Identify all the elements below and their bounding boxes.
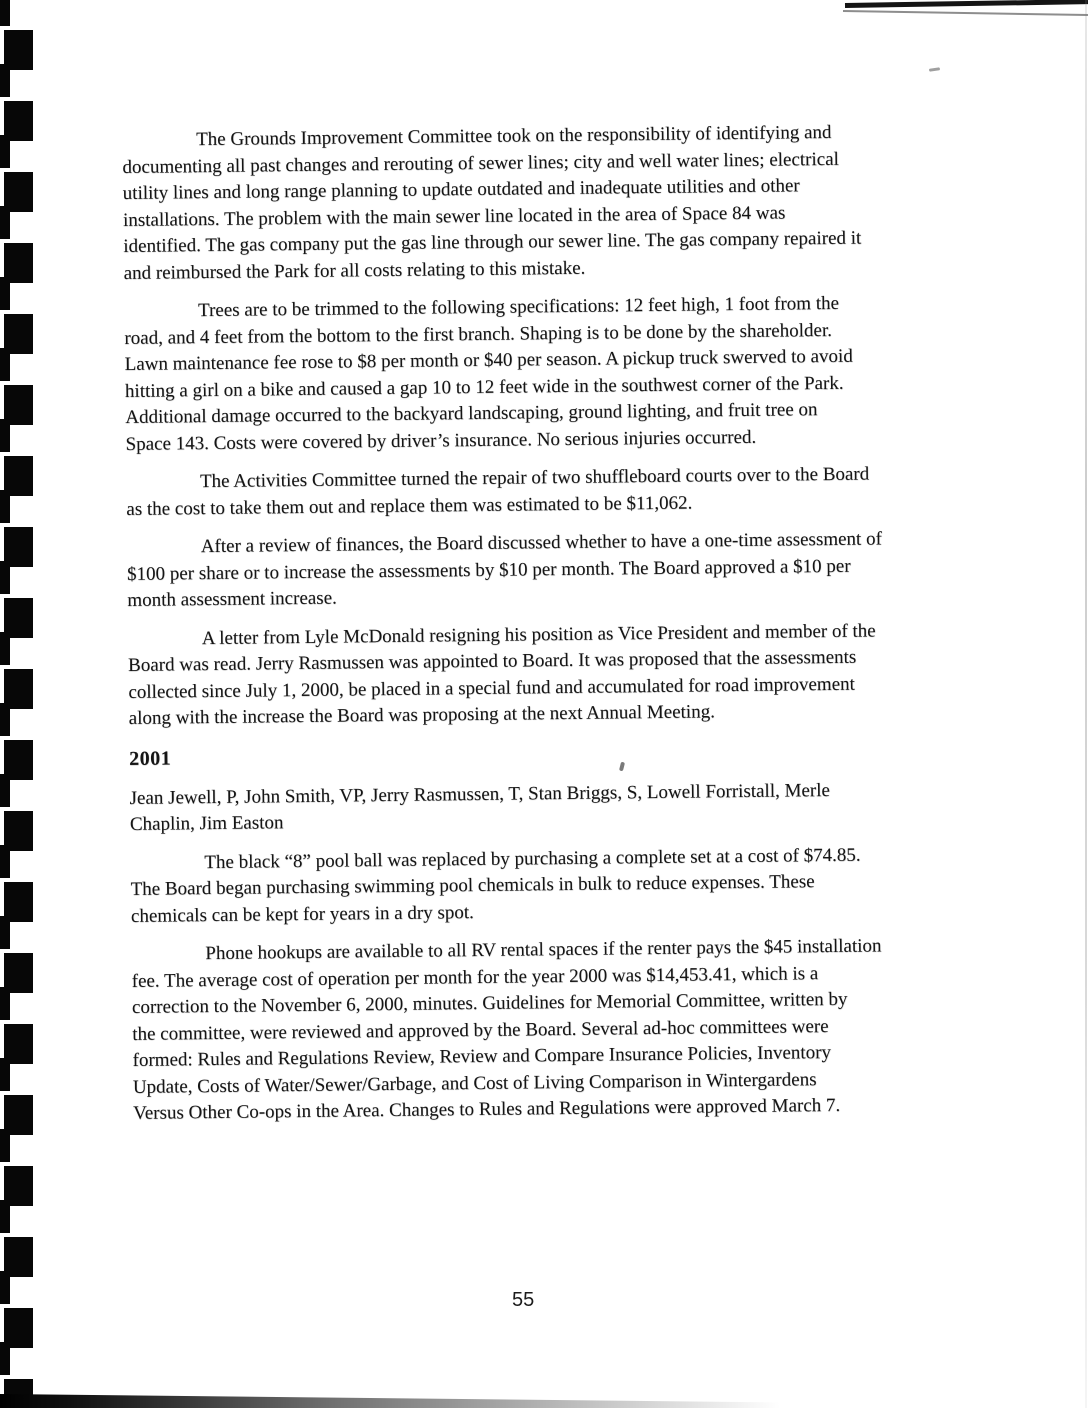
paragraph-mcdonald-resignation: A letter from Lyle McDonald resigning his position as Vice President and member of the Board was read. Jerry Rasmussen was appointed to Board. It was proposed that the assessments collected since July 1, 2000, be placed in a special fund and accumulated for road improvement along with the increase the Board was proposing at the next Annual Meeting. bbox=[127, 619, 876, 729]
page-number: 55 bbox=[512, 1289, 535, 1311]
paragraph-shuffleboard-repair: The Activities Committee turned the repair of two shuffleboard courts over to the Board as the cost to take them out and replace them was estimated to be $11,062. bbox=[126, 463, 870, 520]
section-heading-year-2001: 2001 bbox=[129, 746, 172, 770]
paragraph-pool-ball-chemicals: The black “8” pool ball was replaced by purchasing a complete set at a cost of $74.85. The Board began purchasing swimming pool chemicals in bulk to reduce expenses. These chemicals can be kept for years in a dry spot. bbox=[130, 844, 861, 927]
scan-speck bbox=[929, 67, 940, 72]
scan-artifact-top-thin-line bbox=[843, 10, 1088, 16]
paragraph-tree-trimming-lawn-fee: Trees are to be trimmed to the following specifications: 12 feet high, 1 foot from the road, and 4 feet from the bottom to the first branch. Shaping is to be done by the shareholder. Lawn maintenance fee rose to $8 per month or $40 per season. A pickup truck swerved to avoid hitting a girl on a bike and caused a gap 10 to 12 feet wide in the southwest corner of the Park. Additional damage occurred to the backyard landscaping, ground lighting, and fruit tree on Space 143. Costs were covered by driver’s insurance. No serious injuries occurred. bbox=[124, 292, 853, 455]
scan-artifact-top-thick-line bbox=[845, 0, 1088, 8]
paragraph-assessment-increase: After a review of finances, the Board discussed whether to have a one-time assessment of $100 per share or to increase the assessments by $10 per month. The Board approved a $10 per month assessment increase. bbox=[126, 528, 882, 611]
scan-shadow-bottom-edge bbox=[0, 1394, 800, 1408]
paragraph-board-members-list: Jean Jewell, P, John Smith, VP, Jerry Rasmussen, T, Stan Briggs, S, Lowell Forristall, Merle Chaplin, Jim Easton bbox=[129, 779, 831, 835]
paragraph-phone-hookups-committees: Phone hookups are available to all RV rental spaces if the renter pays the $45 installation fee. The average cost of operation per month for the year 2000 was $14,453.41, which is a correction to the November 6, 2000, minutes. Guidelines for Memorial Committee, written by the committee, were reviewed and approved by the Board. Several ad-hoc committees were formed: Rules and Regulations Review, Review and Compare Insurance Policies, Inventory Update, Costs of Water/Sewer/Garbage, and Cost of Living Comparison in Wintergardens Versus Other Co-ops in the Area. Changes to Rules and Regulations were approved March 7. bbox=[131, 935, 882, 1124]
paragraph-grounds-improvement-committee: The Grounds Improvement Committee took on the responsibility of identifying and documenting all past changes and rerouting of sewer lines; city and well water lines; electrical utility lines and long range planning to update outdated and inadequate utilities and other installations. The problem with the main sewer line located in the area of Space 84 was identified. The gas company put the gas line through our sewer line. The gas company repaired it and reimbursed the Park for all costs relating to this mistake. bbox=[122, 121, 862, 284]
comb-binding-teeth bbox=[0, 0, 34, 1408]
scan-artifact-right-edge-line bbox=[1085, 0, 1087, 1408]
document-text-block bbox=[122, 118, 985, 1139]
